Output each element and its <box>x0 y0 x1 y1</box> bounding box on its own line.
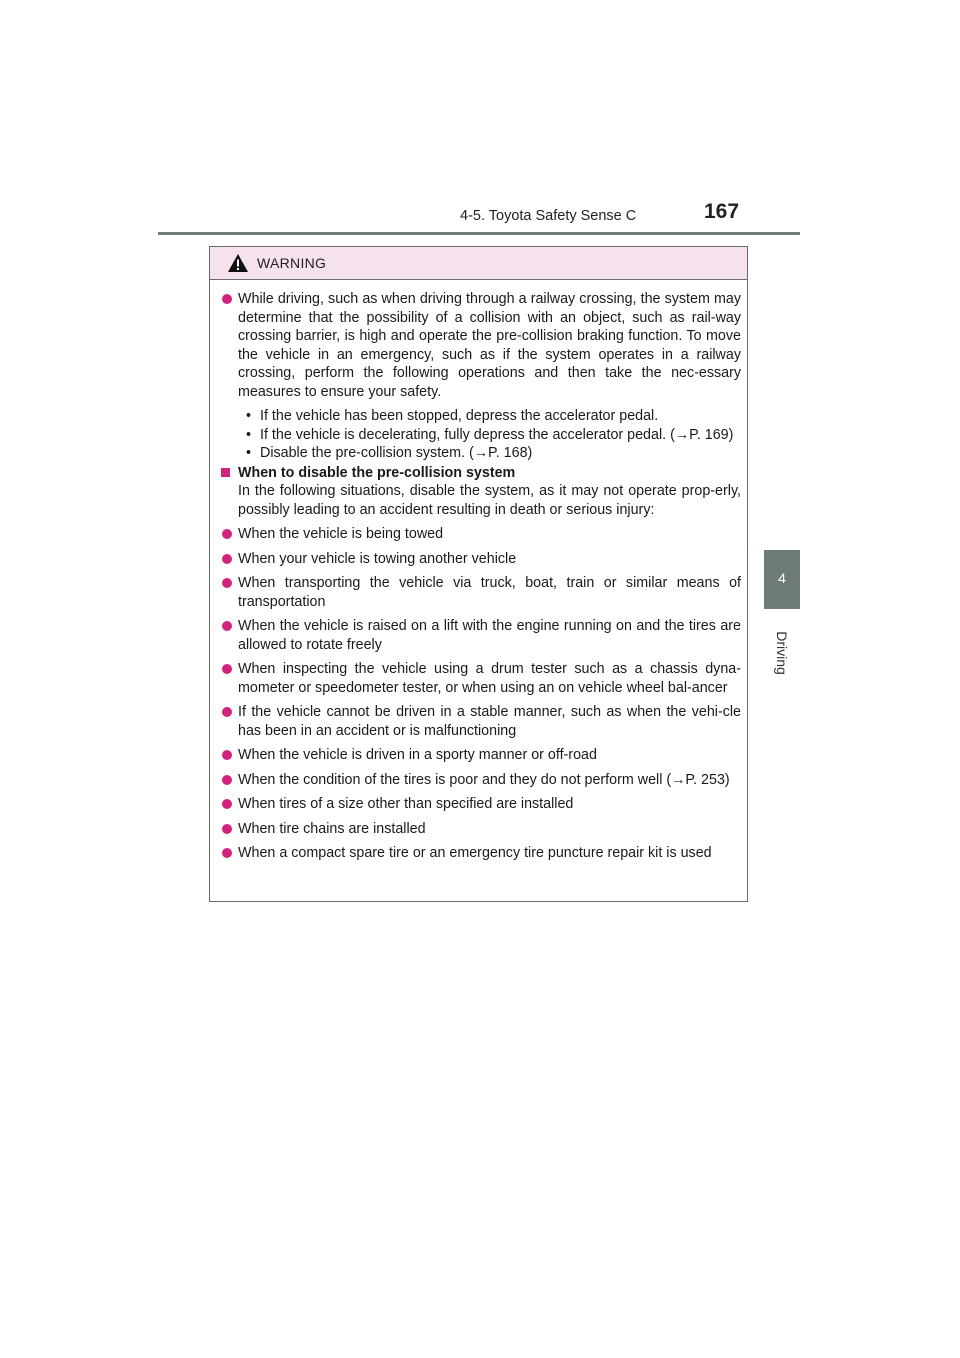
operation-item: • Disable the pre-collision system. (→P. 168) <box>246 445 533 461</box>
bullet-dot <box>222 664 232 674</box>
warning-triangle-icon <box>227 253 249 273</box>
condition-text: When tire chains are installed <box>238 820 426 837</box>
warning-item <box>220 290 741 401</box>
bullet-dot <box>222 848 232 858</box>
condition-text: If the vehicle cannot be driven in a stable manner, such as when the vehi-cle has been in an accident or is malfunctioning <box>238 704 741 739</box>
warning-header <box>210 247 747 280</box>
condition-item <box>220 820 741 839</box>
bullet-dot <box>222 529 232 539</box>
condition-item <box>220 617 741 654</box>
condition-item <box>220 703 741 740</box>
condition-text: When the vehicle is raised on a lift with the engine running on and the tires are allowed to rotate freely <box>238 618 741 653</box>
condition-text: When the vehicle is being towed <box>238 526 444 542</box>
subsection-heading <box>220 464 741 483</box>
condition-item <box>220 660 741 697</box>
page-number: 167 <box>704 200 740 223</box>
square-bullet-icon <box>221 468 230 477</box>
condition-text: When transporting the vehicle via truck, boat, train or similar means of transportation <box>238 575 741 610</box>
operation-list <box>220 407 741 463</box>
subsection-intro: In the following situations, disable the system, as it may not operate prop-erly, possibly leading to an accident resulting in death or serious injury: <box>238 483 741 518</box>
condition-text: When tires of a size other than specified are installed <box>238 796 574 812</box>
warning-title: WARNING <box>257 255 327 271</box>
operation-item: • If the vehicle has been stopped, depress the accelerator pedal. <box>246 408 659 424</box>
condition-item <box>220 844 741 863</box>
bullet-dot <box>222 775 232 785</box>
condition-text: When the vehicle is driven in a sporty manner or off-road <box>238 747 597 763</box>
bullet-dot <box>222 294 232 304</box>
warning-item-text: While driving, such as when driving through a railway crossing, the system may determine that the possibility of a collision with an object, such as rail-way crossing barrier, is high and operate the pre-collision braking function. To move the vehicle in an emergency, such as if the system operates in a railway crossing, perform the following operations and then take the nec-essary measures to ensure your safety. <box>238 291 741 400</box>
condition-item <box>220 746 741 765</box>
bullet-dot <box>222 824 232 834</box>
operation-text: If the vehicle has been stopped, depress the accelerator pedal. <box>260 408 659 424</box>
bullet-dot <box>222 707 232 717</box>
condition-text: When your vehicle is towing another vehicle <box>238 550 517 567</box>
bullet-dot <box>222 621 232 631</box>
chapter-label-text: Driving <box>774 631 790 675</box>
condition-text: When inspecting the vehicle using a drum tester such as a chassis dyna-mometer or speedometer tester, or when using an on vehicle wheel bal-ancer <box>238 661 741 696</box>
condition-text: When the condition of the tires is poor and they do not perform well (→P. 253) <box>238 771 730 788</box>
bullet-dot <box>222 554 232 564</box>
warning-box <box>209 246 748 902</box>
header-rule <box>158 232 800 235</box>
operation-text: Disable the pre-collision system. (→P. 168) <box>260 445 533 461</box>
disable-conditions-list <box>220 525 741 863</box>
bullet-dot <box>222 750 232 760</box>
chapter-tab[interactable]: 4 <box>764 550 800 609</box>
condition-item <box>220 771 741 790</box>
condition-text: When a compact spare tire or an emergency tire puncture repair kit is used <box>238 845 712 861</box>
bullet-dot <box>222 578 232 588</box>
condition-item <box>220 550 741 569</box>
bullet-dot <box>222 799 232 809</box>
condition-item <box>220 525 741 544</box>
condition-item <box>220 795 741 814</box>
operation-item: • If the vehicle is decelerating, fully depress the accelerator pedal. (→P. 169) <box>246 426 734 443</box>
operation-text: If the vehicle is decelerating, fully depress the accelerator pedal. (→P. 169) <box>260 426 734 443</box>
chapter-label <box>760 618 804 688</box>
warning-body <box>210 280 747 863</box>
subsection-heading-text: When to disable the pre-collision system <box>238 464 516 481</box>
section-title: 4-5. Toyota Safety Sense C <box>460 208 637 224</box>
condition-item <box>220 574 741 611</box>
